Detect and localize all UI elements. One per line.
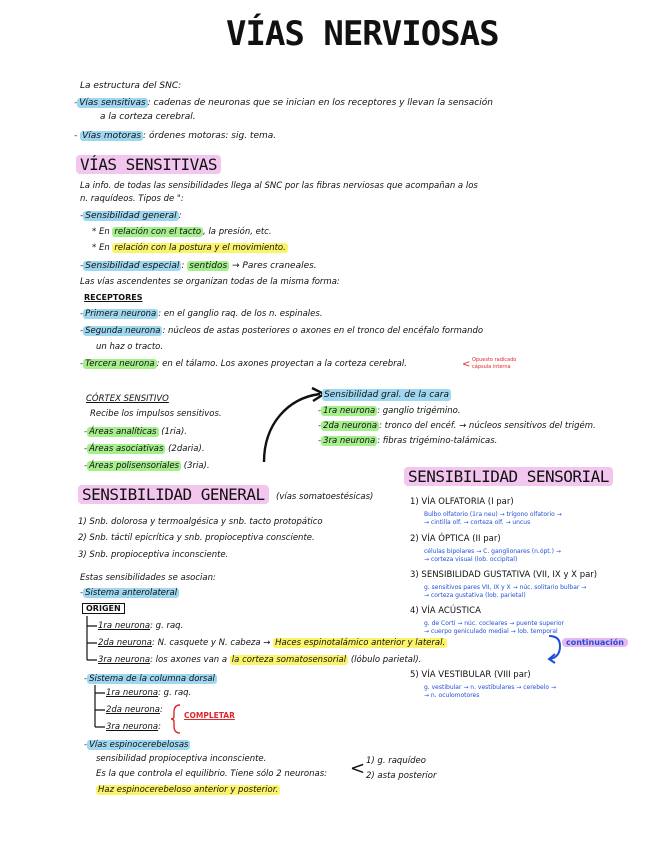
receptores-label: RECEPTORES xyxy=(84,293,143,302)
ss-item-1: 1) VÍA OLFATORIA (I par) xyxy=(410,497,514,507)
completar-note: COMPLETAR xyxy=(184,711,235,720)
vias-motoras-label: Vías motoras xyxy=(82,131,142,141)
ss-item-3: 3) SENSIBILIDAD GUSTATIVA (VII, IX y X par) xyxy=(410,570,598,580)
cortex-line: Recibe los impulsos sensitivos. xyxy=(90,409,222,419)
page-title: VÍAS NERVIOSAS xyxy=(226,14,499,54)
tercera-neurona-note-2: cápsula interna xyxy=(472,364,511,370)
intro-line-1: - Vías sensitivas : cadenas de neuronas que se inician en los receptores y llevan la sensación xyxy=(74,98,493,108)
sens-especial-line: - Sensibilidad especial : sentidos → Pares craneales. xyxy=(80,261,317,271)
segunda-neurona-line: - Segunda neurona : núcleos de astas posteriores o axones en el tronco del encéfalo formando xyxy=(80,326,484,336)
ss-item-3-detail-2: → corteza gustativa (lob. parietal) xyxy=(424,592,526,599)
sa-n3-line: 3ra neurona: los axones van a la corteza somatosensorial (lóbulo parietal). xyxy=(98,655,422,665)
origen-branch-lines xyxy=(84,616,98,664)
cortex-heading: CÓRTEX SENSITIVO xyxy=(86,394,169,404)
tercera-neurona-line: - Tercera neurona : en el tálamo. Los axones proyectan a la corteza cerebral. xyxy=(80,359,407,369)
vs-paragraph-1: La info. de todas las sensibilidades llega al SNC por las fibras nerviosas que acompañan a los xyxy=(80,181,478,191)
ss-item-3-detail-1: g. sensitivos pares VII, IX y X → núc. solitario bulbar → xyxy=(424,584,587,591)
vias-ascendentes-line: Las vías ascendentes se organizan todas de la misma forma: xyxy=(80,277,340,287)
sg-list-item-3: 3) Snb. propioceptiva inconsciente. xyxy=(78,550,229,560)
cara-n3-line: - 3ra neurona : fibras trigémino-talámicas. xyxy=(318,436,498,446)
ve-bracket-less-than: < xyxy=(350,758,366,779)
sg-item-2: * En relación con la postura y el movimiento. xyxy=(92,243,286,253)
ss-item-1-detail-2: → cintilla olf. → corteza olf. → uncus xyxy=(424,519,531,526)
vias-sensitivas-heading: VÍAS SENSITIVAS xyxy=(76,155,221,174)
sg-list-item-2: 2) Snb. táctil epicrítica y snb. propioceptiva consciente. xyxy=(78,533,315,543)
vs-paragraph-2: n. raquídeos. Tipos de ": xyxy=(80,194,184,204)
ss-item-2-detail-2: → corteza visual (lob. occipital) xyxy=(424,556,518,563)
cd-n2-line: 2da neurona: xyxy=(106,705,163,715)
ss-item-2-detail-1: células bipolares → C. ganglionares (n.ópt.) → xyxy=(424,548,561,555)
completar-bracket xyxy=(170,704,182,734)
intro-line-2: - Vías motoras : órdenes motoras: sig. tema. xyxy=(74,131,277,141)
columna-dorsal-line: - Sistema de la columna dorsal xyxy=(84,674,215,684)
ve-line-2: Es la que controla el equilibrio. Tiene sólo 2 neuronas: xyxy=(96,769,327,779)
areas-asociativas-line: - Áreas asociativas (2daria). xyxy=(84,444,205,454)
bracket-less-than: < xyxy=(462,359,471,370)
ve-option-1: 1) g. raquídeo xyxy=(366,756,426,766)
cara-n1-line: - 1ra neurona : ganglio trigémino. xyxy=(318,406,461,416)
cara-n2-line: - 2da neurona : tronco del encéf. → núcleos sensitivos del trigém. xyxy=(318,421,596,431)
sg-item-1: * En relación con el tacto , la presión, etc. xyxy=(92,227,272,237)
ss-item-4-detail-1: g. de Corti → núc. cocleares → puente superior xyxy=(424,620,564,627)
ss-item-2: 2) VÍA ÓPTICA (II par) xyxy=(410,534,501,544)
segunda-neurona-cont: un haz o tracto. xyxy=(96,342,164,352)
cd-n3-line: 3ra neurona: xyxy=(106,722,161,732)
continuacion-arrow-icon xyxy=(546,633,564,665)
sistema-anterolateral-line: - Sistema anterolateral xyxy=(80,588,178,598)
intro-heading: La estructura del SNC: xyxy=(80,81,182,91)
ss-item-1-detail-1: Bulbo olfatorio (1ra neu) → trígono olfatorio → xyxy=(424,511,562,518)
sensibilidad-general-sub: (vías somatoestésicas) xyxy=(276,492,374,502)
sensibilidad-sensorial-heading: SENSIBILIDAD SENSORIAL xyxy=(404,467,613,486)
sensibilidad-general-heading: SENSIBILIDAD GENERAL xyxy=(78,485,269,504)
primera-neurona-line: - Primera neurona : en el ganglio raq. de los n. espinales. xyxy=(80,309,323,319)
tercera-neurona-note-1: Opuesto radicado xyxy=(472,357,517,363)
ss-item-4: 4) VÍA ACÚSTICA xyxy=(410,606,481,616)
ss-item-5-detail-2: → n. oculomotores xyxy=(424,692,480,699)
intro-line-1-cont: a la corteza cerebral. xyxy=(100,112,196,122)
continuacion-badge: continuación xyxy=(562,638,628,647)
sg-list-item-1: 1) Snb. dolorosa y termoalgésica y snb. tacto protopático xyxy=(78,517,323,527)
ve-option-2: 2) asta posterior xyxy=(366,771,437,781)
ss-item-5-detail-1: g. vestibular → n. vestibulares → cerebelo → xyxy=(424,684,557,691)
cd-n1-line: 1ra neurona: g. raq. xyxy=(106,688,192,698)
sa-n2-line: 2da neurona: N. casquete y N. cabeza → Haces espinotalámico anterior y lateral. xyxy=(98,638,446,648)
sens-general-line: - Sensibilidad general : xyxy=(80,211,182,221)
vias-sensitivas-label: Vías sensitivas xyxy=(79,98,146,108)
origen-box: ORIGEN xyxy=(82,603,125,614)
asocian-line: Estas sensibilidades se asocian: xyxy=(80,573,216,583)
ss-item-4-detail-2: → cuerpo geniculado medial → lob. temporal xyxy=(424,628,558,635)
ve-line-1: sensibilidad propioceptiva inconsciente. xyxy=(96,754,267,764)
areas-polisensoriales-line: - Áreas polisensoriales (3ria). xyxy=(84,461,210,471)
columna-dorsal-branch-lines xyxy=(92,685,106,731)
espinocerebelosas-line: - Vías espinocerebelosas xyxy=(84,740,189,750)
ss-item-5: 5) VÍA VESTIBULAR (VIII par) xyxy=(410,670,531,680)
ve-line-3: Haz espinocerebeloso anterior y posterior. xyxy=(98,785,279,795)
areas-analiticas-line: - Áreas analíticas (1ria). xyxy=(84,427,188,437)
cara-heading: Sensibilidad gral. de la cara xyxy=(324,390,449,400)
sa-n1-line: 1ra neurona: g. raq. xyxy=(98,621,184,631)
